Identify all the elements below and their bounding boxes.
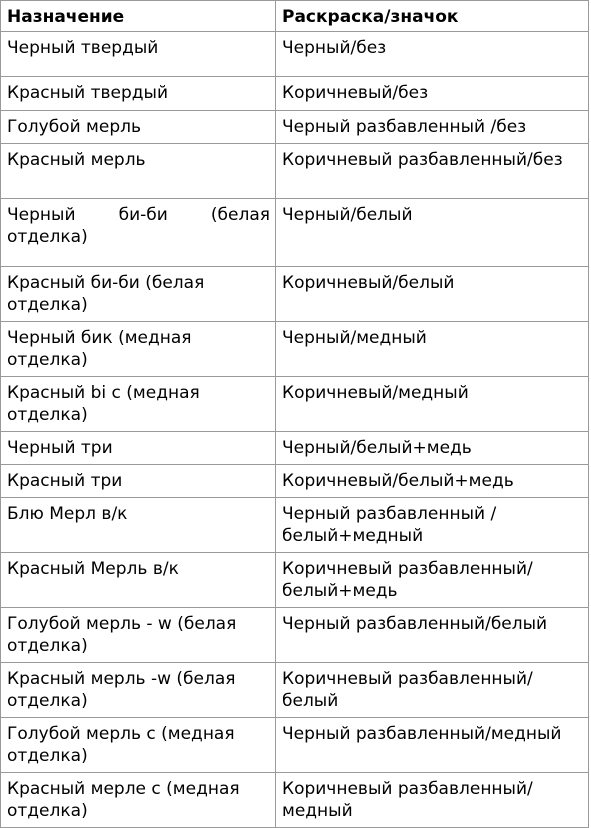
- cell-purpose: Красный мерль -w (белая отделка): [1, 663, 276, 718]
- table-row: [1, 608, 589, 663]
- header-row: [1, 1, 589, 32]
- cell-purpose: Черный твердый: [1, 32, 276, 77]
- table-row: [1, 32, 589, 77]
- cell-color: Коричневый/белый: [276, 267, 589, 322]
- table-row: [1, 718, 589, 773]
- cell-color: Черный/без: [276, 32, 589, 77]
- cell-purpose: Черный три: [1, 432, 276, 465]
- cell-purpose: Красный мерле с (медная отделка): [1, 773, 276, 828]
- cell-purpose: Красный bi c (медная отделка): [1, 377, 276, 432]
- cell-purpose: Красный би-би (белая отделка): [1, 267, 276, 322]
- table-row: [1, 498, 589, 553]
- table-row: [1, 773, 589, 828]
- table-row: [1, 432, 589, 465]
- cell-color: Черный разбавленный/белый: [276, 608, 589, 663]
- table-row: [1, 553, 589, 608]
- cell-color: Черный/медный: [276, 322, 589, 377]
- table-row: [1, 663, 589, 718]
- cell-purpose: Красный Мерль в/к: [1, 553, 276, 608]
- table-row: [1, 322, 589, 377]
- cell-color: Коричневый разбавленный/белый+медь: [276, 553, 589, 608]
- cell-color: Коричневый разбавленный/белый: [276, 663, 589, 718]
- cell-purpose: Голубой мерль - w (белая отделка): [1, 608, 276, 663]
- cell-color: Черный разбавленный /без: [276, 111, 589, 144]
- cell-purpose: Красный три: [1, 465, 276, 498]
- table-row: [1, 267, 589, 322]
- cell-purpose: Блю Мерл в/к: [1, 498, 276, 553]
- cell-purpose: Черный би-би (белая отделка): [1, 199, 276, 267]
- cell-color: Коричневый разбавленный/без: [276, 144, 589, 199]
- cell-purpose: Черный бик (медная отделка): [1, 322, 276, 377]
- cell-color: Коричневый/медный: [276, 377, 589, 432]
- cell-color: Коричневый разбавленный/медный: [276, 773, 589, 828]
- cell-purpose: Голубой мерль: [1, 111, 276, 144]
- cell-color: Черный разбавленный /белый+медный: [276, 498, 589, 553]
- cell-color: Черный/белый+медь: [276, 432, 589, 465]
- cell-color: Черный разбавленный/медный: [276, 718, 589, 773]
- table-row: [1, 144, 589, 199]
- cell-purpose: Голубой мерль с (медная отделка): [1, 718, 276, 773]
- cell-purpose: Красный твердый: [1, 77, 276, 111]
- table-row: [1, 465, 589, 498]
- table-row: [1, 377, 589, 432]
- table-row: [1, 111, 589, 144]
- cell-color: Коричневый/белый+медь: [276, 465, 589, 498]
- cell-color: Черный/белый: [276, 199, 589, 267]
- cell-color: Коричневый/без: [276, 77, 589, 111]
- header-purpose: Назначение: [1, 1, 276, 32]
- table-row: [1, 77, 589, 111]
- cell-purpose: Красный мерль: [1, 144, 276, 199]
- table-row: [1, 199, 589, 267]
- header-color-mark: Раскраска/значок: [276, 1, 589, 32]
